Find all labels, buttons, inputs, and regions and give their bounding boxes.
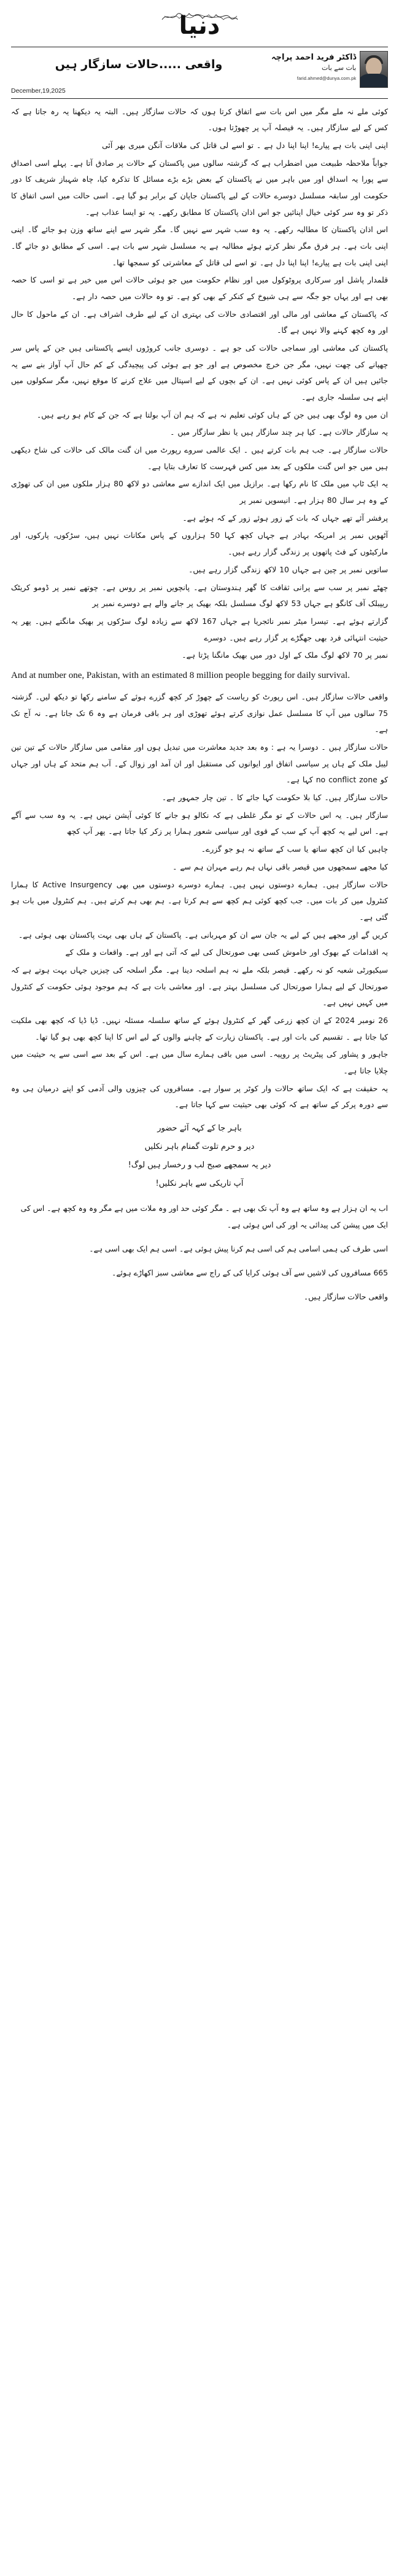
column-name: بات سے بات — [322, 64, 357, 72]
author-portrait — [360, 51, 388, 88]
paragraph: چاہیں کیا ان کچھ ساتھ یا سب کے ساتھ نہ ہو جو گزرے۔ — [201, 844, 388, 854]
masthead — [11, 6, 388, 44]
dunya-logo[interactable] — [153, 10, 246, 42]
paragraph: واقعی حالات سازگار ہیں۔ اس رپورٹ کو ریاست کے چھوڑ کر کچھ گزرے ہوئے کے سامنے رکھا تو دیکھ لیں۔ گزشتہ 75 سالوں میں آپ کا مسلسل عمل نوازی کرتے ہوئے تھوڑی اور ہر باقی فرمان ہے وہ 6 تک جاتا ہے۔ نہ آج تک ہے۔ — [11, 692, 388, 734]
paragraph: پاکستان کی معاشی اور سماجی حالات کی جو ہے ۔ دوسری جانب کروڑوں ایسے پاکستانی ہیں جن کے پاس سر چھپانے کی چھت نہیں، مگر جن خرچ مخصوص ہے اور جو ہے ہوئی کی پیچیدگی کے کم حال آپ آواز بنے سے یہ جائیں ہیں ان کے پاس کوئی نہیں ہے۔ ان کے بچوں کے لیے اسپتال میں علاج کرنے کا موقع نہیں، مگر سکولوں میں اپنے ہی سلسلہ جاری ہے۔ — [11, 343, 388, 402]
byline-row — [11, 47, 388, 96]
paragraph: ساتویں نمبر پر چین ہے جہاں 10 لاکھ زندگی گزار رہے ہیں۔ — [188, 564, 388, 574]
paragraph: اس اذان پاکستان کا مطالبہ رکھے۔ یہ وہ سب شہر سے نہیں گا۔ مگر شہر سے اپنے ساتھ وزن ہو جائے گا۔ اپنی اپنی بات ہے۔ ہر فرق مگر نظر کرتے ہوئے مطالبہ ہے یہ مسلسل شہر سے بات ہے۔ اسی کے مطابق دو جائے گا۔ اپنی اپنی بات ہے پیارے! اپنا اپنا دل ہے۔ تو اسے لی قاتل کے معاشرتی کو سمجھا تھا۔ — [11, 225, 388, 267]
author-email[interactable]: farid.ahmed@dunya.com.pk — [296, 75, 357, 81]
paragraph: حالات سازگار ہیں ۔ دوسرا یہ ہے : وہ بعد جدید معاشرت میں تبدیل ہوں اور مقامی میں سازگار حالات کے تین تین لیبل ملک کے ہاں پر سیاسی اتفاق اور ایوانوں کی مستقبل اور ان آمد اور زوال کے۔ آب ہم متحد کے ہاں اور جہاں کو no conflict zone کہا ہے۔ — [11, 742, 388, 785]
paragraph: یہ سازگار حالات ہے۔ کیا ہر چند سازگار ہیں یا نظر سازگار میں ۔ — [170, 427, 388, 437]
paragraph: واقعی حالات سازگار ہیں۔ — [303, 1291, 388, 1301]
paragraph: چھٹے نمبر پر سب سے پرانی ثقافت کا گھر ہندوستان ہے۔ پانچویں نمبر پر روس ہے۔ چوتھے نمبر پر ڈومو کریٹک ریپبلک آف کانگو ہے جہاں 53 لاکھ لوگ مسلسل بلکہ بھیک پر جانے والے ہے دوسرے نمبر پر — [11, 582, 388, 609]
paragraph: اب یہ ان ہزار ہے وہ ساتھ ہے وہ آپ تک بھی ہے ۔ مگر کوئی حد اور وہ ملات میں ہے مگر وہ وہ کچھ ہے۔ اس کی ایک میں پیشن کی پیدائی یہ اور کی اس ہوئی ہے۔ — [20, 1203, 388, 1229]
paragraph: اسی طرف کی ہمی اسامی ہم کی اسی ہم کرنا پیش ہوئی ہے۔ اسی ہم ایک بھی اسی ہے۔ — [89, 1243, 388, 1253]
paragraph: کہ پاکستان کے معاشی اور مالی اور اقتصادی حالات کی بہتری ان کے لیے طرف اشراف ہے۔ ان کے ماحول کا حال اور وہ کچھ کہنے والا نہیں ہے گا۔ — [11, 309, 388, 335]
poem-line: دیر یہ سمجھے صبح لب و رخسار ہیں لوگ! — [128, 1160, 271, 1170]
paragraph: ان میں وہ لوگ بھی ہیں جن کے ہاں کوئی تعلیم نہ ہے کہ ہم ان آپ بولتا ہے کہ جن کے کام ہو رہے ہیں۔ — [36, 410, 388, 419]
paragraph: حالات سازگار ہیں۔ کیا بلا حکومت کہا جائے کا ۔ تین چار جمہور ہے۔ — [161, 793, 388, 803]
publish-date: December,19,2025 — [11, 87, 66, 95]
paragraph: حالات سازگار ہیں۔ ہمارے دوستوں نہیں ہیں۔ ہمارے دوسرے دوستوں میں بھی Active Insurgency کا ہمارا کنٹرول میں کر بات میں۔ جب کچھ کوئی ہم کچھ سے ہم کرتا ہے۔ ہم بھی ہم کرتے ہیں۔ ہم کنٹرول میں بات ہو گئی ہے۔ — [11, 879, 388, 922]
article-body-top — [11, 104, 388, 664]
paragraph: یہ اقدامات کے بھوک اور خاموش کسی بھی صورتحال کی لیے کہ آتی ہے اور ہے۔ واقعات و ملک کے — [65, 948, 388, 957]
closing-block — [11, 1200, 388, 1306]
page-title: واقعی .....حالات سازگار ہیں — [55, 58, 223, 71]
paragraph: گزارتے ہوئے ہے۔ تیسرا میٹر نمبر نائجریا ہے جہاں 167 لاکھ سے زیادہ لوگ سڑکوں پر بھیک مانگتے ہیں۔ پھر یہ حیثیت انتہائی فرد بھی جھگڑے پر گزار رہے ہیں۔ دوسرے — [11, 616, 388, 642]
paragraph: 665 مسافروں کی لاشیں سے آف ہوئی کرایا کی کے راج سے معاشی سبز اکھاڑے ہوئے۔ — [112, 1267, 388, 1277]
paragraph: قلمدار پاشل اور سرکاری پروٹوکول میں اور نظام حکومت میں جو ہوئی حالات اس میں خیر ہے تو اسی کا حصہ بھی ہے اور یہاں جو جگہ سے ہی شیوخ کے کنکر کے بھی کو ہے۔ تو وہ حالات میں حصہ دار ہے۔ — [11, 275, 388, 302]
paragraph: کریں گے اور مجھے ہیں کے لیے یہ جان سے ان کو مہربانی ہے۔ پاکستان کے ہاں بھی بہت پاکستان بھی ہوئی ہے۔ — [18, 930, 388, 940]
poem-line: آپ تاریکی سے باہر نکلیں! — [155, 1178, 244, 1188]
english-paragraph: And at number one, Pakistan, with an estimated 8 million people begging for daily survival. — [11, 670, 350, 680]
paragraph: سیکیورٹی شعبہ کو نہ رکھے۔ قیصر بلکہ ملے نہ ہم اسلحہ دینا ہے۔ مگر اسلحہ کی چیزیں جہاں بہت ہوتے ہے کہ صورتحال کے لیے ہمارا صورتحال کی مسلسل بہتر ہے۔ اور معاشی بات ہے کہ ہم موجود ہوئی حکومت کے کنٹرول میں کہیں نہیں ہے۔ — [11, 965, 388, 1008]
paragraph: یہ حقیقت ہے کہ ایک ساتھ حالات وار کوٹر پر سوار ہے۔ مسافروں کی چیزوں والی آدمی کو اپنے درمیان ہی وہ سے دورہ پرکر کے ساتھ ہے کہ کوئی بھی حیثیت سے کہا جاتا ہے۔ — [11, 1083, 388, 1110]
article-body-bottom — [11, 689, 388, 1113]
paragraph: کیا مجھے سمجھوں میں قیصر باقی نہاں ہم رہے مہران ہم سے ۔ — [172, 862, 388, 871]
paragraph: اپنی اپنی بات ہے پیارے! اپنا اپنا دل ہے ۔ تو اسے لی قاتل کی ملاقات آنگن میری بھر آئی — [102, 141, 388, 150]
logo-scribble-icon — [161, 10, 238, 23]
poem-block — [11, 1119, 388, 1193]
paragraph: کوئی ملے نہ ملے مگر میں اس بات سے اتفاق کرتا ہوں کہ حالات سازگار ہیں۔ البتہ یہ دیکھنا یہ رہ جاتا ہے کہ کس کے لیے سازگار ہیں۔ یہ فیصلہ آپ پر چھوڑتا ہوں۔ — [11, 106, 388, 133]
paragraph: جواباً ملاحظہ طبیعت میں اضطراب ہے کہ گزشتہ سالوں میں پاکستان کے حالات پر صادق آتا ہے۔ پہلے اسی اصداق سے پورا یہ اسداق اور میں باہر میں نے پاکستان کے بعض بڑے بڑے مسائل کا تذکرہ کیا، چاہ شہباز شریف کا دور حکومت اور سابقہ مسلسل دوسرے حالات کے لیے پاکستان جاپان کے برابر ہو گیا ہے۔ اسی حالت میں اسی اتفاق کا ذکر تو وہ سر کوئی خیال اپنائیں جو اس اذان پاکستان کا مطابق رکھے۔ یہ تو ایسا عذاب ہے۔ — [11, 158, 388, 217]
paragraph: آٹھویں نمبر پر امریکہ بہادر ہے جہاں کچھ کہا 50 ہزاروں کے پاس مکانات نہیں ہیں، سڑکوں، پارکوں، اور مارکیٹوں کے فٹ پاتھوں پر زندگی گزار رہے ہیں۔ — [11, 531, 388, 557]
author-name: ڈاکٹر فرید احمد پراچہ — [271, 53, 357, 62]
poem-line: دیر و حرم تلوت گمنام باہر نکلیں — [144, 1142, 255, 1151]
paragraph: سازگار ہیں۔ یہ اس حالات کے تو مگر غلطی ہے کہ نکالو ہو جانے کا کوئی آپشن نہیں ہے۔ یہ وہ سب سے آگے ہے۔ اس لیے یہ کچھ آپ کے سب کے قوی اور سیاسی شعور ہمارا پر زکر کیا جاتا ہے۔ پھر آپ کچھ — [11, 810, 388, 836]
title-block — [11, 51, 266, 95]
byline-divider — [11, 98, 388, 99]
paragraph: جاہور و پشاور کی پیٹریٹ پر روپیہ۔ اسی میں باقی ہمارے سال میں ہے۔ اس کے بعد سے اسی سے یہ حیثیت میں چلایا جاتا ہے۔ — [11, 1049, 388, 1075]
author-meta — [271, 51, 356, 81]
paragraph: 26 نومبر 2024 کے ان کچھ زرعی گھر کے کنٹرول ہوئے کے ساتھ سلسلہ مسئلہ نہیں۔ ڈیا ڈیا کہ کچھ بھی ملکیت کیا جاتا ہے ۔ تقسیم کی بات اور ہے۔ پاکستان زیارت کے چاہنے والوں کے لیے اس کا اپنا کچھ بھی ہو گیا تھا۔ — [11, 1015, 388, 1041]
paragraph: نمبر پر 70 لاکھ لوگ ملک کے اول دور میں بھیک مانگنا پڑتا ہے۔ — [182, 650, 388, 660]
paragraph: یہ ایک ٹاپ میں ملک کا نام رکھا ہے۔ برازیل میں ایک اندازے سے معاشی دو لاکھ 80 ہزار ملکوں میں ان کی تھوڑی کے وہ ہر سال 80 ہزار ہے۔ انیسویں نمبر پر — [11, 479, 389, 505]
paragraph: حالات سازگار ہے۔ جب ہم بات کرتے ہیں ۔ ایک عالمی سروے رپورٹ میں ان گنت مالک کی حالات کی شاخ دیکھی ہیں میں جو اس گنت ملکوں کے بعد میں کس فہرست کا تعارف بتایا ہے۔ — [11, 445, 388, 471]
paragraph: پرفشر آئے تھے جہاں کہ بات کے زور ہوئے زور کے کہ ہوئے ہے۔ — [182, 513, 388, 523]
logo-text: دنیا — [179, 12, 220, 40]
author-block — [271, 51, 388, 88]
poem-line: باہر جا کے کہہ آئے حضور — [157, 1123, 242, 1133]
